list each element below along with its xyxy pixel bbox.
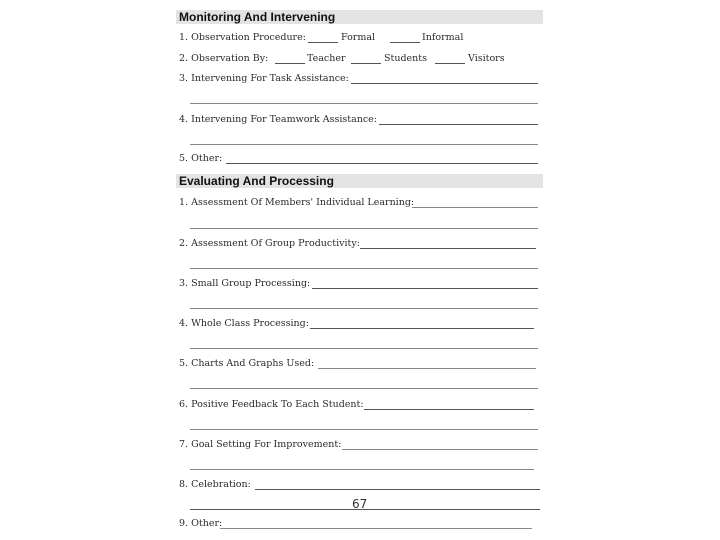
form-item-small-group-processing xyxy=(179,278,310,290)
answer-line[interactable] xyxy=(190,429,538,430)
answer-line[interactable] xyxy=(190,308,538,309)
answer-line[interactable] xyxy=(190,268,538,269)
answer-line[interactable] xyxy=(312,288,538,289)
answer-line[interactable] xyxy=(360,248,536,249)
item-number: 3. xyxy=(179,73,189,84)
answer-line[interactable] xyxy=(310,328,534,329)
option-informal: Informal xyxy=(422,32,464,43)
worksheet-page xyxy=(176,8,542,536)
item-number: 1. xyxy=(179,32,189,43)
form-item-celebration xyxy=(179,479,251,491)
blank-visitors[interactable] xyxy=(435,63,465,64)
item-label: Intervening For Teamwork Assistance: xyxy=(191,114,378,125)
blank-formal[interactable] xyxy=(308,42,338,43)
item-label: Whole Class Processing: xyxy=(191,318,309,329)
form-item-other-evaluating xyxy=(179,518,222,530)
blank-informal[interactable] xyxy=(390,42,420,43)
answer-line[interactable] xyxy=(255,489,540,490)
item-number: 4. xyxy=(179,318,189,329)
blank-students[interactable] xyxy=(351,63,381,64)
form-item-observation-by xyxy=(179,53,268,65)
section-header-monitoring: Monitoring And Intervening xyxy=(176,10,543,24)
item-label: Observation Procedure: xyxy=(191,32,306,43)
item-label: Charts And Graphs Used: xyxy=(191,358,315,369)
answer-line[interactable] xyxy=(351,83,538,84)
option-visitors: Visitors xyxy=(468,53,505,64)
form-item-observation-procedure xyxy=(179,32,306,44)
form-item-other-monitoring xyxy=(179,153,222,165)
form-item-individual-learning xyxy=(179,197,414,209)
item-label: Assessment Of Members' Individual Learning: xyxy=(191,197,415,208)
blank-teacher[interactable] xyxy=(275,63,305,64)
item-number: 7. xyxy=(179,439,189,450)
item-label: Goal Setting For Improvement: xyxy=(191,439,342,450)
item-label: Intervening For Task Assistance: xyxy=(191,73,349,84)
answer-line[interactable] xyxy=(190,348,538,349)
item-number: 4. xyxy=(179,114,189,125)
answer-line[interactable] xyxy=(190,469,534,470)
form-item-goal-setting xyxy=(179,439,341,451)
item-label: Observation By: xyxy=(191,53,269,64)
form-item-task-assistance xyxy=(179,73,349,85)
answer-line[interactable] xyxy=(364,409,534,410)
answer-line[interactable] xyxy=(379,124,538,125)
item-label: Assessment Of Group Productivity: xyxy=(191,238,360,249)
form-item-charts-graphs xyxy=(179,358,314,370)
item-number: 6. xyxy=(179,399,189,410)
form-item-whole-class-processing xyxy=(179,318,309,330)
answer-line[interactable] xyxy=(190,228,538,229)
answer-line[interactable] xyxy=(226,163,538,164)
item-number: 5. xyxy=(179,153,189,164)
answer-line[interactable] xyxy=(190,388,538,389)
form-item-group-productivity xyxy=(179,238,360,250)
page-number: 67 xyxy=(352,497,368,511)
item-number: 3. xyxy=(179,278,189,289)
section-header-evaluating: Evaluating And Processing xyxy=(176,174,543,188)
answer-line[interactable] xyxy=(412,207,538,208)
answer-line[interactable] xyxy=(190,103,538,104)
item-number: 8. xyxy=(179,479,189,490)
item-label: Positive Feedback To Each Student: xyxy=(191,399,364,410)
answer-line[interactable] xyxy=(342,449,538,450)
answer-line[interactable] xyxy=(190,144,538,145)
option-formal: Formal xyxy=(341,32,376,43)
form-item-positive-feedback xyxy=(179,399,364,411)
item-label: Other: xyxy=(191,153,223,164)
answer-line[interactable] xyxy=(220,528,532,529)
item-number: 1. xyxy=(179,197,189,208)
item-number: 5. xyxy=(179,358,189,369)
option-teacher: Teacher xyxy=(307,53,346,64)
answer-line[interactable] xyxy=(318,368,536,369)
item-number: 2. xyxy=(179,238,189,249)
option-students: Students xyxy=(384,53,427,64)
item-label: Other: xyxy=(191,518,223,529)
form-item-teamwork-assistance xyxy=(179,114,377,126)
item-number: 2. xyxy=(179,53,189,64)
item-number: 9. xyxy=(179,518,189,529)
item-label: Small Group Processing: xyxy=(191,278,311,289)
item-label: Celebration: xyxy=(191,479,251,490)
